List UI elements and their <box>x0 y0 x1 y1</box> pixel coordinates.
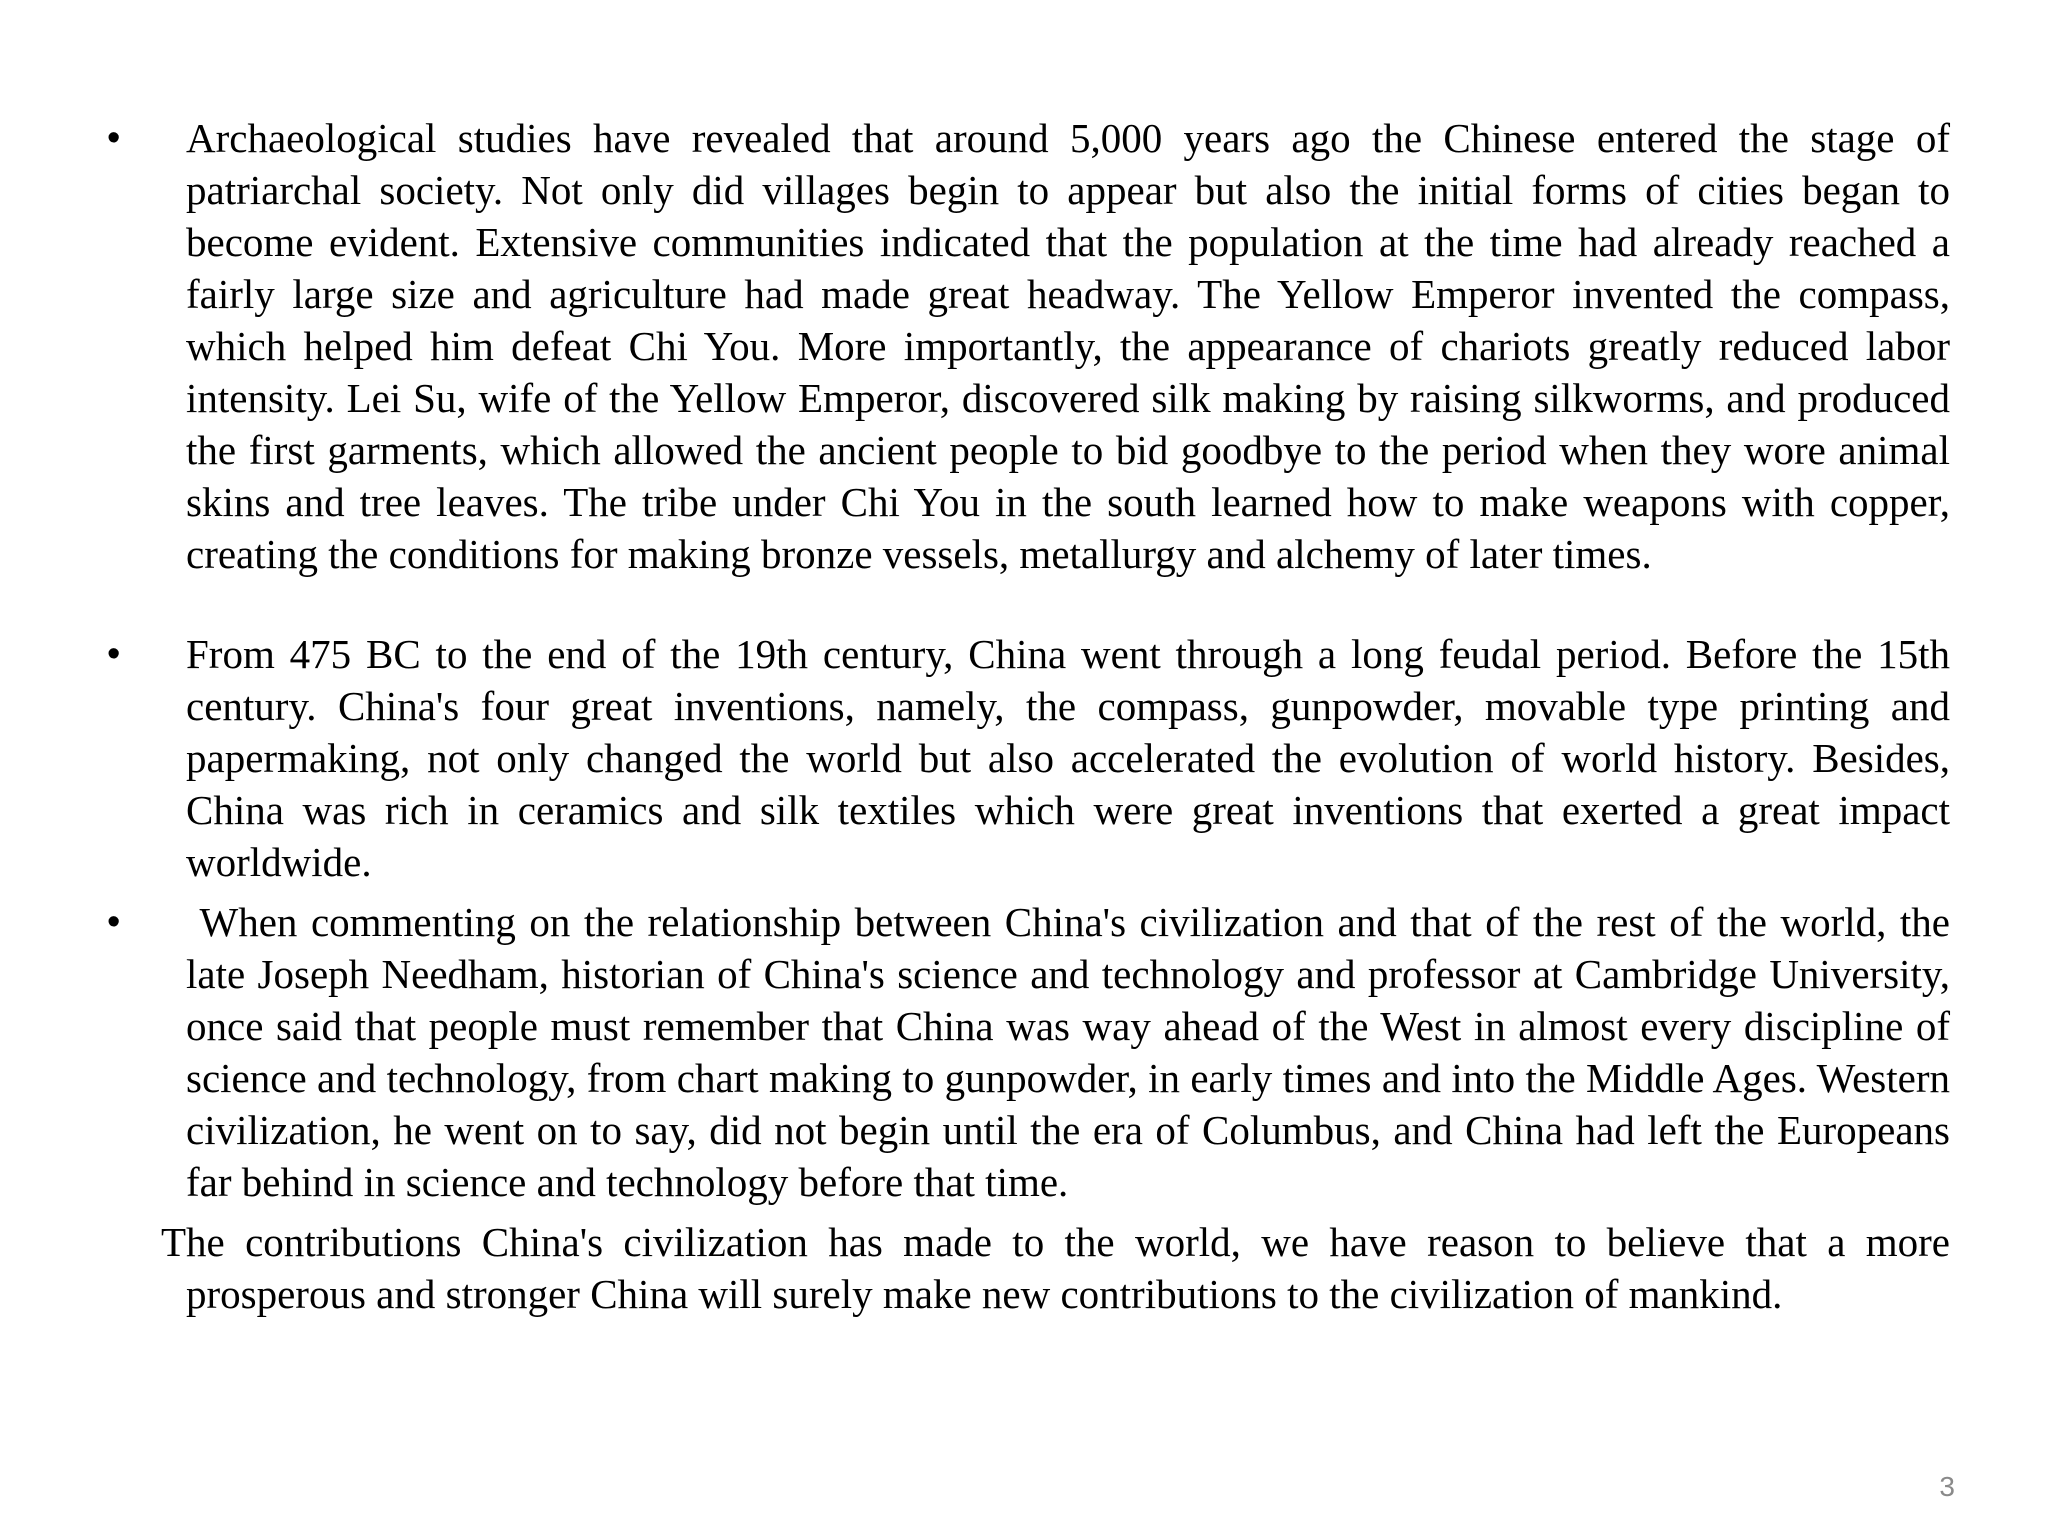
bullet-joseph-needham <box>0 896 2048 1208</box>
bullet-marker: • <box>107 901 121 943</box>
slide-body <box>0 112 2048 1320</box>
page-number: 3 <box>1939 1471 1955 1502</box>
bullet-archaeological-studies <box>0 112 2048 580</box>
bullet-feudal-period <box>0 628 2048 888</box>
bullet-marker: • <box>107 633 121 675</box>
closing-paragraph: The contributions China's civilization has made to the world, we have reason to believe that a more prosperous and stronger China will surely make new contributions to the civilization of mankind. <box>161 1219 1950 1317</box>
bullet-text: Archaeological studies have revealed that around 5,000 years ago the Chinese entered the stage of patriarchal society. Not only did villages begin to appear but also the initial forms of cities began to become evident. Extensive communities indicated that the population at the time had already reached a fairly large size and agriculture had made great headway. The Yellow Emperor invented the compass, which helped him defeat Chi You. More importantly, the appearance of chariots greatly reduced labor intensity. Lei Su, wife of the Yellow Emperor, discovered silk making by raising silkworms, and produced the first garments, which allowed the ancient people to bid goodbye to the period when they wore animal skins and tree leaves. The tribe under Chi You in the south learned how to make weapons with copper, creating the conditions for making bronze vessels, metallurgy and alchemy of later times. <box>186 115 1950 577</box>
bullet-marker: • <box>107 117 121 159</box>
bullet-text: From 475 BC to the end of the 19th century, China went through a long feudal period. Before the 15th century. China's four great inventions, namely, the compass, gunpowder, movable type printing and papermaking, not only changed the world but also accelerated the evolution of world history. Besides, China was rich in ceramics and silk textiles which were great inventions that exerted a great impact worldwide. <box>186 631 1950 885</box>
bullet-text: When commenting on the relationship between China's civilization and that of the rest of the world, the late Joseph Needham, historian of China's science and technology and professor at Cambridge University, once said that people must remember that China was way ahead of the West in almost every discipline of science and technology, from chart making to gunpowder, in early times and into the Middle Ages. Western civilization, he went on to say, did not begin until the era of Columbus, and China had left the Europeans far behind in science and technology before that time. <box>186 899 1961 1205</box>
